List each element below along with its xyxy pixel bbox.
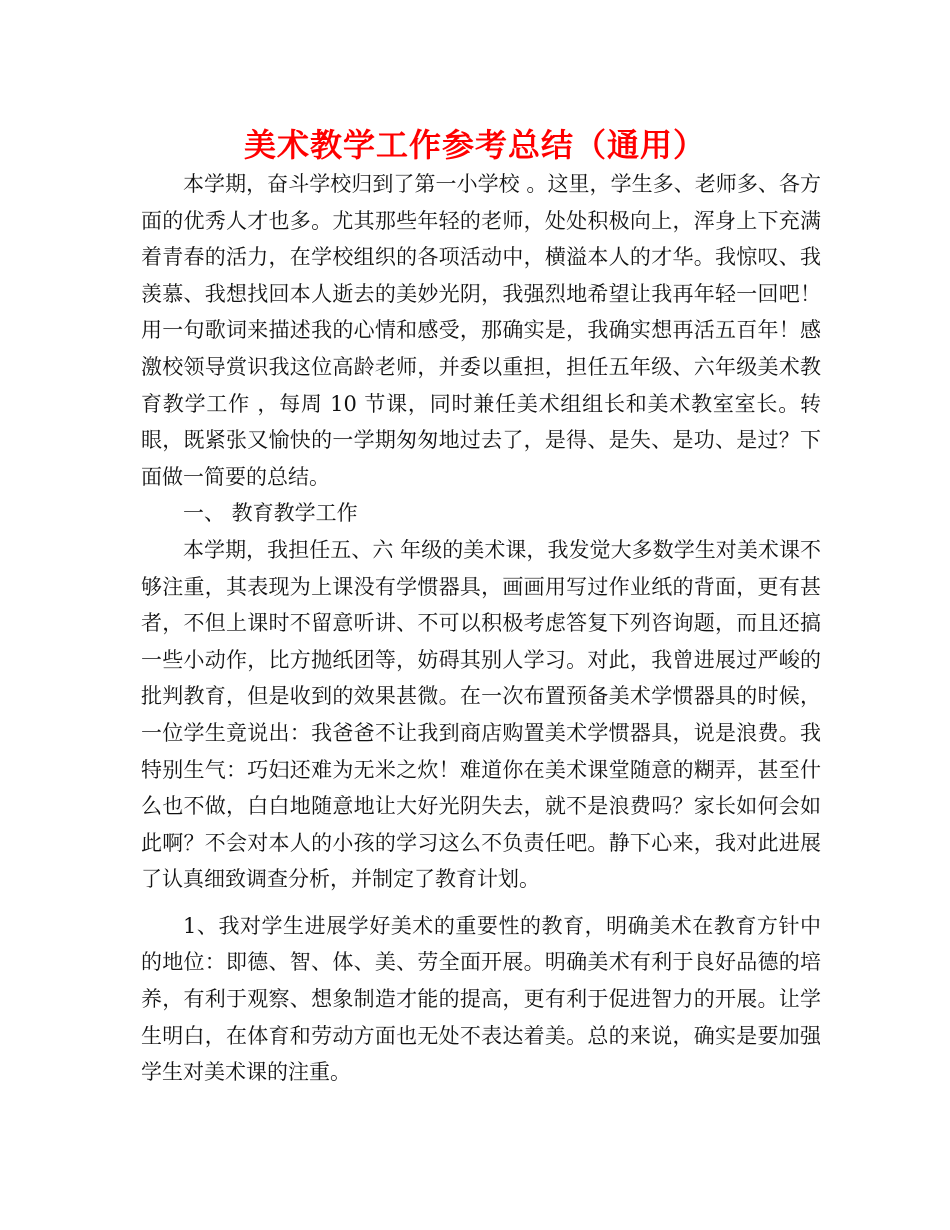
- page-title: 美术教学工作参考总结（通用）: [243, 126, 706, 164]
- section-body-paragraph: 本学期，我担任五、六 年级的美术课，我发觉大多数学生对美术课不够注重，其表现为上课没有学惯器具，画画用写过作业纸的背面，更有甚者，不但上课时不留意听讲、不可以积极考虑答复下列咨询题，而且还搞一些小动作，比方抛纸团等，妨碍其别人学习。对此，我曾进展过严峻的批判教育，但是收到的效果甚微。在一次布置预备美术学惯器具的时候，一位学生竟说出：我爸爸不让我到商店购置美术学惯器具，说是浪费。我特别生气：巧妇还难为无米之炊！难道你在美术课堂随意的糊弄，甚至什么也不做，白白地随意地让大好光阴失去，就不是浪费吗？家长如何会如此啊？不会对本人的小孩的学习这么不负责任吧。静下心来，我对此进展了认真细致调查分析，并制定了教育计划。: [141, 537, 821, 892]
- intro-paragraph: 本学期，奋斗学校归到了第一小学校 。这里，学生多、老师多、各方面的优秀人才也多。尤其那些年轻的老师，处处积极向上，浑身上下充满着青春的活力，在学校组织的各项活动中，横溢本人的才华。我惊叹、我羡慕、我想找回本人逝去的美妙光阴，我强烈地希望让我再年轻一回吧！用一句歌词来描述我的心情和感受，那确实是，我确实想再活五百年！感激校领导赏识我这位高龄老师，并委以重担，担任五年级、六年级美术教育教学工作 ，每周 10 节课，同时兼任美术组组长和美术教室室长。转眼，既紧张又愉快的一学期匆匆地过去了，是得、是失、是功、是过？下面做一简要的总结。: [141, 172, 821, 489]
- point-1-paragraph: 1、我对学生进展学好美术的重要性的教育，明确美术在教育方针中的地位：即德、智、体、美、劳全面开展。明确美术有利于良好品德的培养，有利于观察、想象制造才能的提高，更有利于促进智力的开展。让学生明白，在体育和劳动方面也无处不表达着美。总的来说，确实是要加强学生对美术课的注重。: [141, 913, 821, 1085]
- section-heading: 一、 教育教学工作: [183, 501, 358, 526]
- document-body: [141, 166, 821, 1091]
